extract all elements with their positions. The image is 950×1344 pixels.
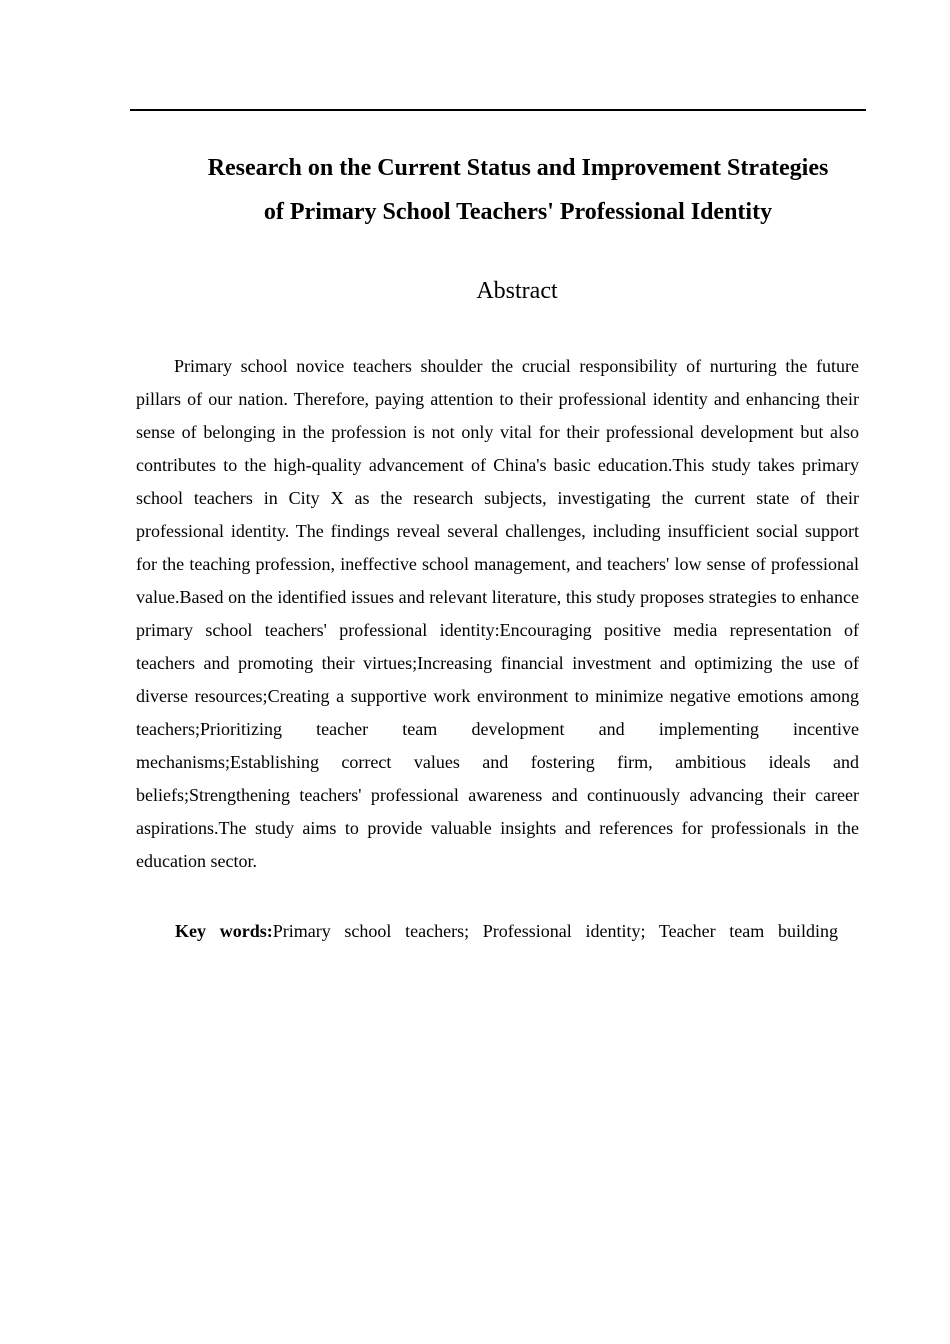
keywords-label: Key words:	[175, 921, 273, 941]
abstract-heading: Abstract	[476, 278, 558, 304]
abstract-body: Primary school novice teachers shoulder the crucial responsibility of nurturing the future pillars of our nation. Therefore, paying attention to their professional identity and enhancing their sense of belonging in the profession is not only vital for their professional development but also contributes to the high-quality advancement of China's basic education.This study takes primary school teachers in City X as the research subjects, investigating the current state of their professional identity. The findings reveal several challenges, including insufficient social support for the teaching profession, ineffective school management, and teachers' low sense of professional value.Based on the identified issues and relevant literature, this study proposes strategies to enhance primary school teachers' professional identity:Encouraging positive media representation of teachers and promoting their virtues;Increasing financial investment and optimizing the use of diverse resources;Creating a supportive work environment to minimize negative emotions among teachers;Prioritizing teacher team development and implementing incentive mechanisms;Establishing correct values and fostering firm, ambitious ideals and beliefs;Strengthening teachers' professional awareness and continuously advancing their career aspirations.The study aims to provide valuable insights and references for professionals in the education sector.	[136, 356, 859, 871]
paper-title	[130, 146, 906, 234]
paper-title-line-1: Research on the Current Status and Improvement Strategies	[207, 155, 829, 181]
keywords-line	[175, 915, 838, 948]
paper-title-line-2: of Primary School Teachers' Professional Identity	[263, 199, 773, 225]
keywords-text: Primary school teachers; Professional identity; Teacher team building	[272, 921, 838, 941]
header-rule	[130, 109, 866, 111]
